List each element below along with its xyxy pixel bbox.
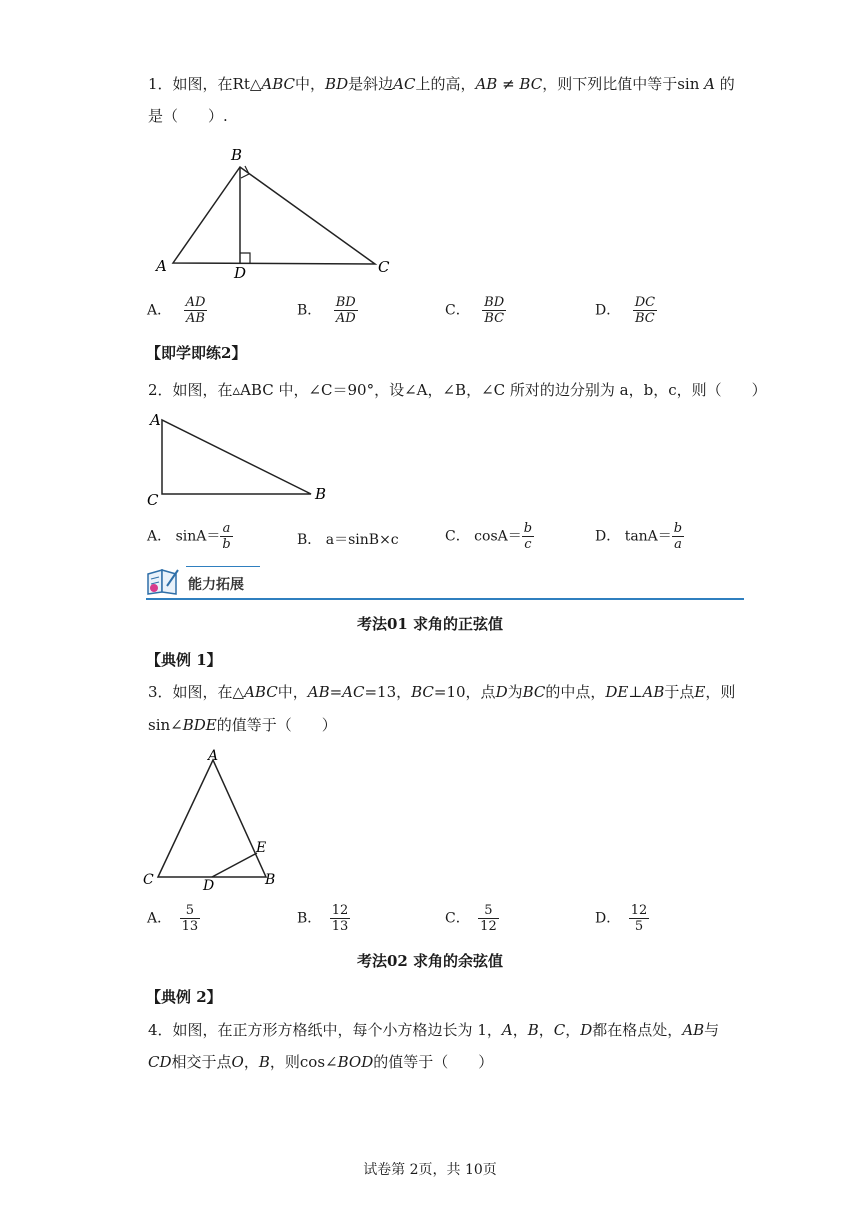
q3-option-b bbox=[297, 903, 350, 934]
q1-label-b: B bbox=[231, 146, 243, 164]
q1-text: 上的高， bbox=[415, 75, 476, 93]
option-text: sinA＝ bbox=[175, 528, 221, 545]
q3-var: BC bbox=[522, 683, 546, 701]
q3-label-c: C bbox=[143, 872, 154, 888]
q2-option-d bbox=[595, 521, 684, 552]
ability-section-title: 能力拓展 bbox=[188, 577, 244, 593]
q3-label-a: A bbox=[208, 748, 219, 764]
q2-option-a bbox=[147, 521, 233, 552]
fraction bbox=[482, 295, 506, 326]
q1-label-c: C bbox=[378, 258, 390, 276]
option-label: D． bbox=[595, 528, 621, 545]
option-text: a＝sinB×c bbox=[325, 532, 399, 548]
q2-text: 2．如图，在▵ABC 中，∠C＝90°，设∠A，∠B，∠C 所对的边分别为 a，b，c，则（ ） bbox=[148, 381, 767, 399]
option-label: C． bbox=[445, 528, 470, 545]
q2-option-b bbox=[297, 530, 399, 550]
q4-text: 相交于点 bbox=[171, 1053, 232, 1071]
q2-figure bbox=[145, 408, 345, 508]
option-label: C． bbox=[445, 302, 470, 319]
q3-text: 为 bbox=[507, 683, 523, 701]
q3-label-b: B bbox=[265, 872, 276, 888]
denominator: 5 bbox=[634, 919, 644, 934]
q3-option-c bbox=[445, 903, 499, 934]
q4-text: 与 bbox=[704, 1021, 720, 1039]
q2-label-c: C bbox=[147, 491, 159, 508]
q4-line2 bbox=[148, 1052, 493, 1072]
q3-text: ，则 bbox=[705, 683, 736, 701]
option-label: A． bbox=[147, 528, 172, 545]
denominator: BC bbox=[635, 311, 655, 326]
fraction bbox=[633, 295, 657, 326]
option-label: D． bbox=[595, 910, 621, 927]
option-label: C． bbox=[445, 910, 470, 927]
q2-triangle bbox=[162, 420, 311, 494]
q3-var: D bbox=[495, 683, 508, 701]
q4-text: 4．如图，在正方形方格纸中，每个小方格边长为 1， bbox=[148, 1021, 502, 1039]
q1-label-d: D bbox=[234, 264, 247, 280]
q2-option-c bbox=[445, 521, 534, 552]
q3-text: 中， bbox=[277, 683, 308, 701]
q1-var: AC bbox=[393, 75, 416, 93]
page-footer: 试卷第 2页，共 10页 bbox=[363, 1162, 497, 1178]
fraction bbox=[522, 521, 534, 552]
q3-var: BC bbox=[411, 683, 434, 701]
q3-var: DE bbox=[605, 683, 629, 701]
numerator: b bbox=[673, 521, 683, 536]
numerator: BD bbox=[484, 295, 505, 310]
denominator: 13 bbox=[181, 919, 199, 934]
q1-option-a bbox=[147, 295, 207, 326]
q4-var: B bbox=[258, 1053, 270, 1071]
fraction bbox=[220, 521, 232, 552]
q4-text: ， bbox=[512, 1021, 528, 1039]
q3-option-d bbox=[595, 903, 649, 934]
method1-heading: 考法01 求角的正弦值 bbox=[356, 615, 504, 633]
q3-var: AB=AC bbox=[307, 683, 365, 701]
fraction bbox=[184, 295, 208, 326]
section-title-underline bbox=[186, 566, 260, 567]
q1-var: ABC bbox=[261, 75, 296, 93]
q4-var: BOD bbox=[337, 1053, 374, 1071]
q4-text: 的值等于（ ） bbox=[373, 1053, 494, 1071]
q4-var: C bbox=[553, 1021, 566, 1039]
q1-line1 bbox=[148, 74, 735, 94]
method2-heading: 考法02 求角的余弦值 bbox=[356, 952, 504, 970]
q1-text: 中， bbox=[295, 75, 326, 93]
q2-label-b: B bbox=[315, 485, 327, 503]
q2-label-a: A bbox=[150, 411, 161, 429]
q3-label-e: E bbox=[256, 840, 267, 856]
q1-text: 的 bbox=[719, 75, 735, 93]
numerator: b bbox=[523, 521, 533, 536]
q4-var: A bbox=[501, 1021, 513, 1039]
q4-var: AB bbox=[682, 1021, 705, 1039]
q3-text: sin∠ bbox=[148, 716, 183, 734]
option-label: B． bbox=[297, 910, 322, 927]
q4-text: ， bbox=[565, 1021, 581, 1039]
denominator: 13 bbox=[331, 919, 349, 934]
fraction bbox=[629, 903, 650, 934]
q1-option-b bbox=[297, 295, 358, 326]
denominator: c bbox=[524, 537, 532, 552]
q1-triangle bbox=[173, 167, 375, 264]
q3-text: =10，点 bbox=[433, 683, 496, 701]
q1-text: ，则下列比值中等于sin bbox=[542, 75, 700, 93]
denominator: AD bbox=[335, 311, 356, 326]
fraction bbox=[180, 903, 201, 934]
numerator: DC bbox=[634, 295, 656, 310]
numerator: 12 bbox=[630, 903, 648, 918]
q1-number: 1． bbox=[148, 75, 173, 93]
q4-var: B bbox=[527, 1021, 539, 1039]
denominator: 12 bbox=[480, 919, 497, 934]
q4-text: 都在格点处， bbox=[592, 1021, 683, 1039]
option-label: B． bbox=[297, 302, 322, 319]
denominator: AB bbox=[186, 311, 205, 326]
numerator: AD bbox=[185, 295, 206, 310]
q3-line1 bbox=[148, 682, 735, 702]
numerator: a bbox=[220, 521, 232, 537]
q4-text: ， bbox=[243, 1053, 259, 1071]
q1-line2: 是（ ）. bbox=[148, 107, 228, 125]
q1-figure bbox=[150, 140, 410, 280]
denominator: a bbox=[674, 537, 682, 552]
q3-label-d: D bbox=[203, 878, 215, 894]
example1-heading: 【典例 1】 bbox=[146, 651, 222, 669]
numerator: 5 bbox=[478, 903, 499, 919]
option-label: D． bbox=[595, 302, 621, 319]
fraction bbox=[478, 903, 499, 934]
q3-option-a bbox=[147, 903, 200, 934]
q3-var: ABC bbox=[244, 683, 278, 701]
q3-var: BDE bbox=[182, 716, 217, 734]
q1-text: 是斜边 bbox=[348, 75, 394, 93]
denominator: BC bbox=[484, 311, 505, 326]
numerator: 12 bbox=[331, 903, 349, 918]
q4-text: ， bbox=[538, 1021, 554, 1039]
q1-var: BD bbox=[325, 75, 349, 93]
numerator: 5 bbox=[180, 903, 201, 919]
q3-segment-de bbox=[212, 853, 257, 877]
q3-text: ⊥ bbox=[628, 683, 643, 701]
q1-option-d bbox=[595, 295, 657, 326]
denominator: b bbox=[222, 537, 231, 552]
q3-text: =13， bbox=[364, 683, 412, 701]
q1-var: AB ≠ BC bbox=[475, 75, 543, 93]
book-icon bbox=[145, 566, 181, 598]
option-label: B． bbox=[297, 532, 322, 548]
option-label: A． bbox=[147, 302, 172, 319]
q4-var: O bbox=[231, 1053, 244, 1071]
option-text: tanA＝ bbox=[624, 528, 672, 545]
q3-text: 于点 bbox=[664, 683, 695, 701]
q4-var: CD bbox=[148, 1053, 172, 1071]
q3-text: 的值等于（ ） bbox=[216, 716, 337, 734]
fraction bbox=[334, 295, 358, 326]
option-text: cosA＝ bbox=[474, 528, 522, 545]
q3-var: E bbox=[694, 683, 706, 701]
fraction bbox=[330, 903, 351, 934]
q1-text: 如图，在Rt△ bbox=[172, 75, 262, 93]
option-label: A． bbox=[147, 910, 172, 927]
q1-option-c bbox=[445, 295, 506, 326]
q3-figure bbox=[140, 746, 290, 896]
q3-line2 bbox=[148, 715, 337, 735]
section-divider bbox=[146, 598, 744, 600]
q1-right-angle-d bbox=[240, 253, 250, 263]
q3-text: 3．如图，在△ bbox=[148, 683, 245, 701]
q1-var: A bbox=[704, 75, 715, 93]
q4-text: ，则cos∠ bbox=[269, 1053, 338, 1071]
q3-text: 的中点， bbox=[545, 683, 606, 701]
q3-var: AB bbox=[642, 683, 665, 701]
fraction bbox=[672, 521, 684, 552]
example2-heading: 【典例 2】 bbox=[146, 988, 222, 1006]
q4-var: D bbox=[580, 1021, 593, 1039]
practice-heading: 【即学即练2】 bbox=[146, 344, 247, 362]
q1-label-a: A bbox=[156, 257, 167, 275]
numerator: BD bbox=[335, 295, 356, 310]
q3-triangle bbox=[158, 760, 266, 877]
q4-line1 bbox=[148, 1020, 719, 1040]
